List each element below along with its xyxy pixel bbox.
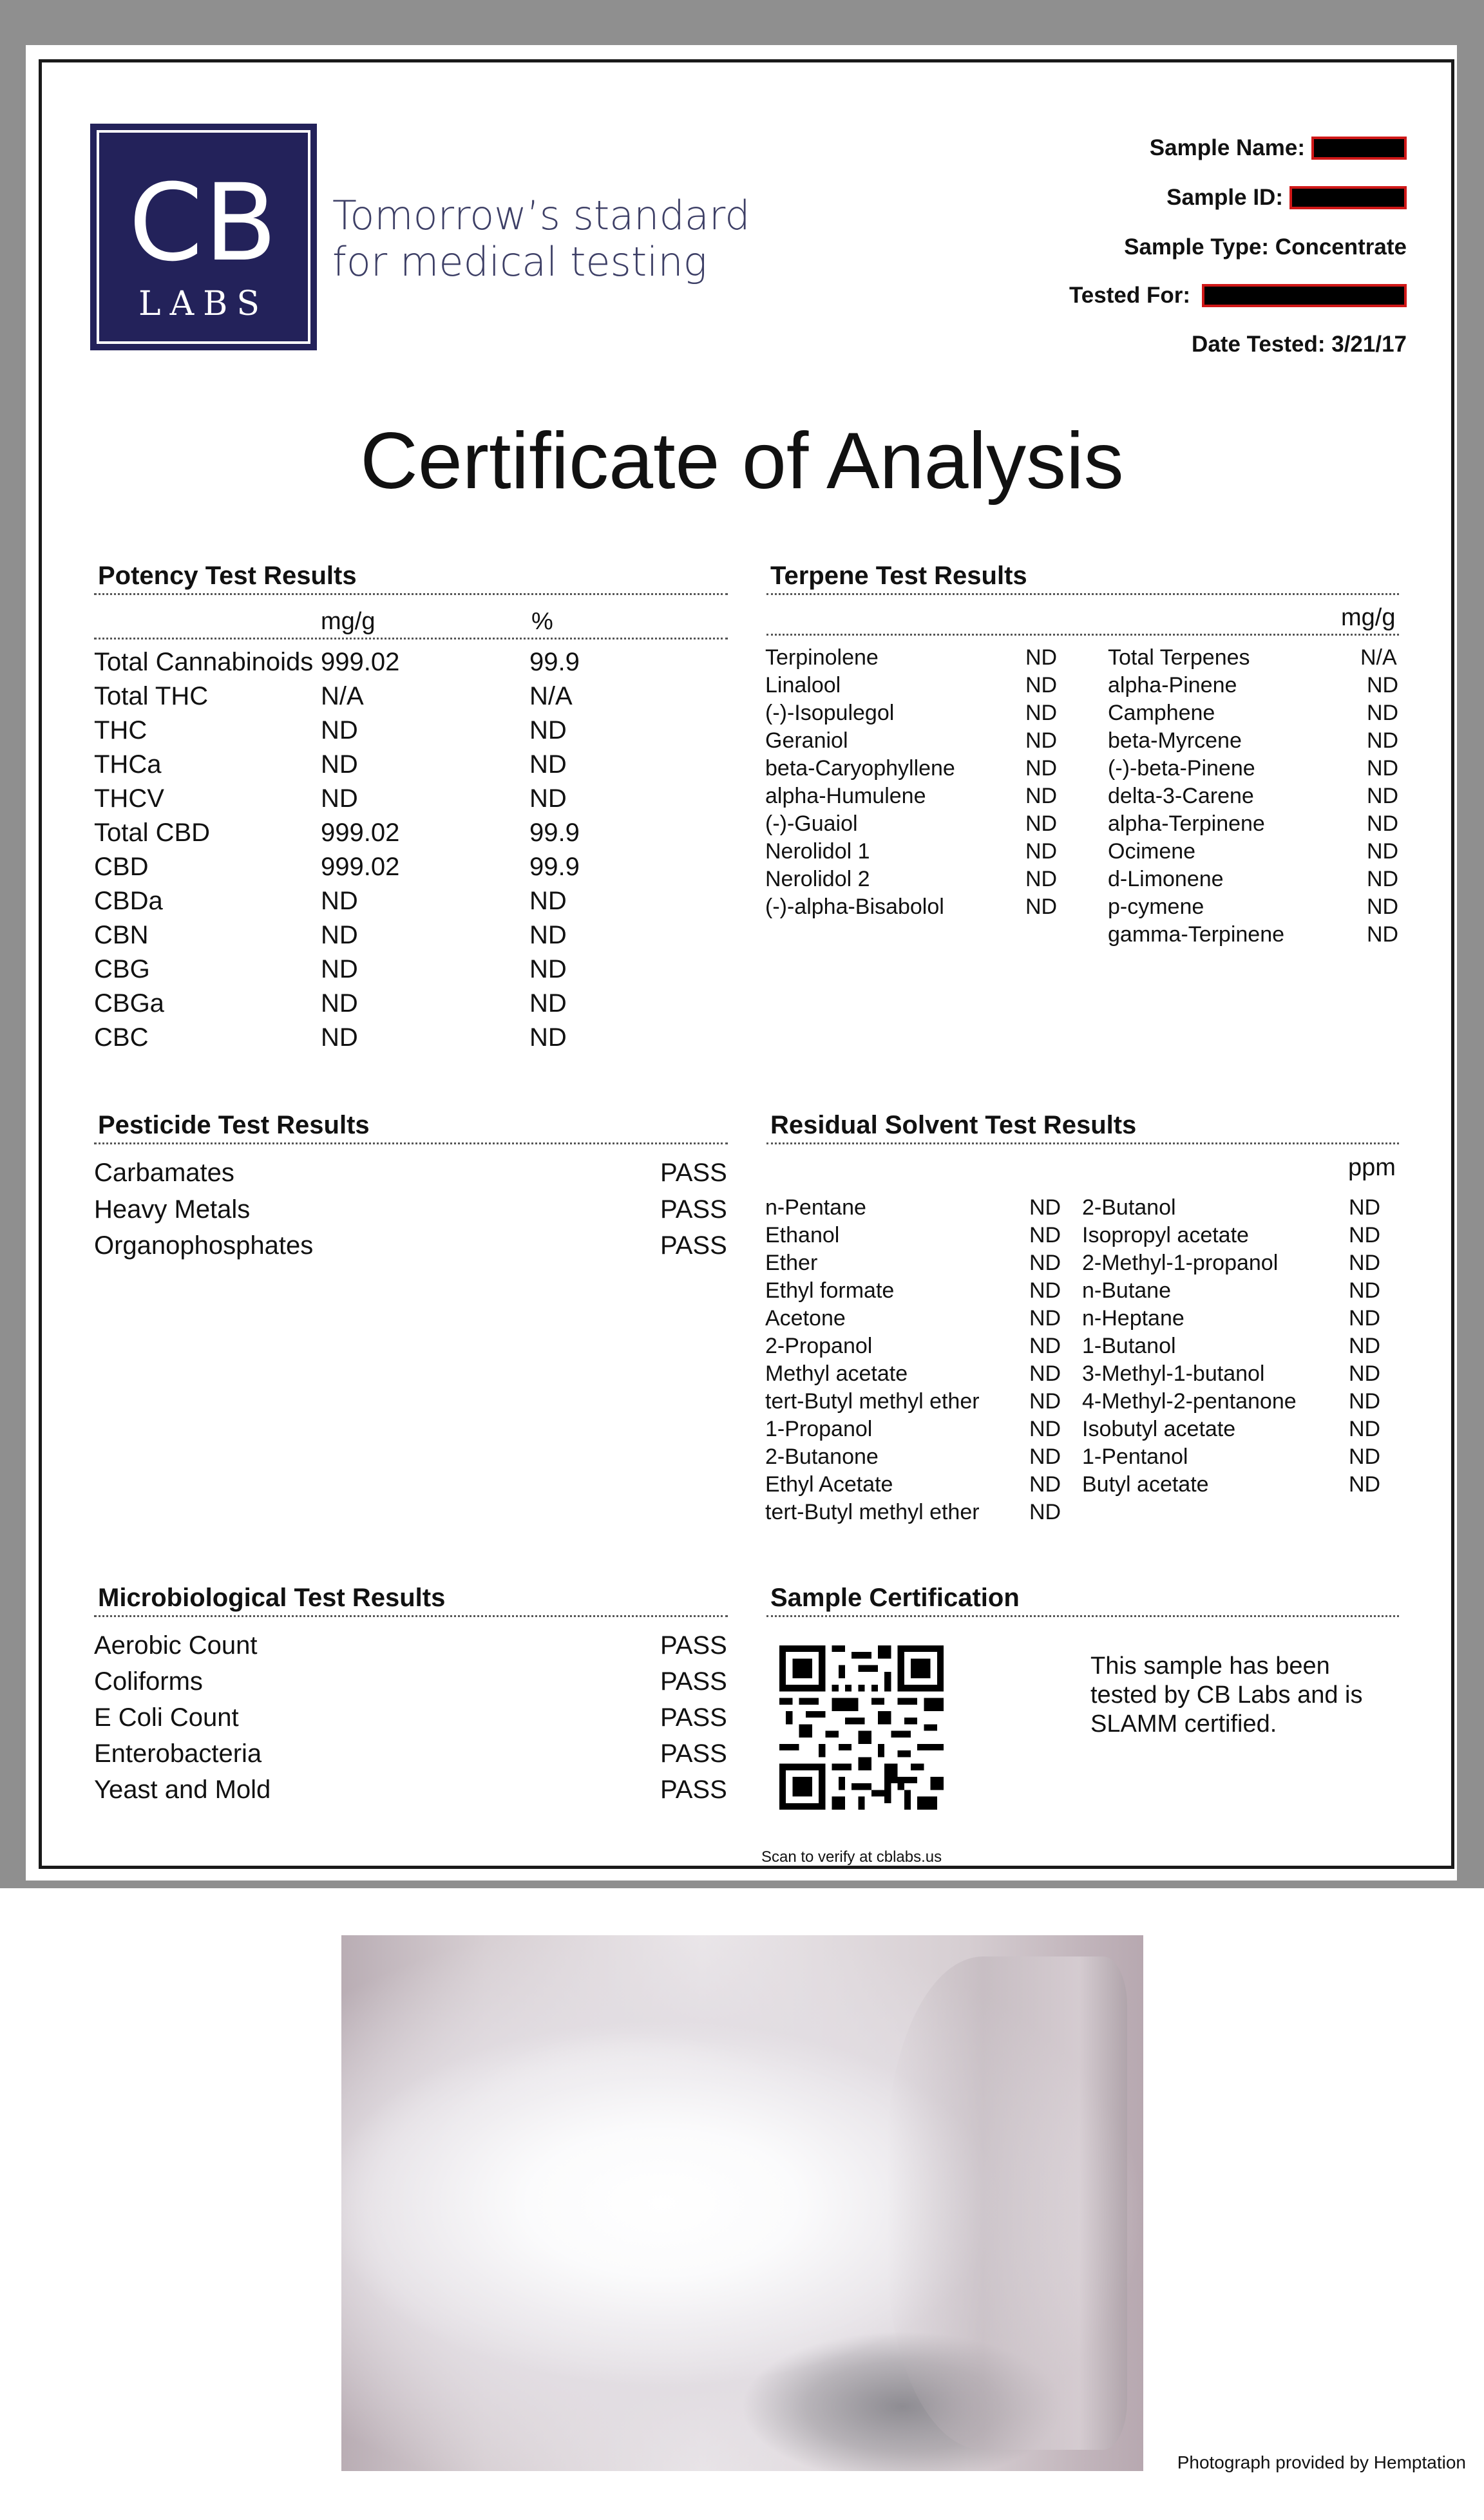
analyte-value: ND <box>1025 784 1058 808</box>
analyte-name: Total Cannabinoids <box>94 648 314 676</box>
photo-credit: Photograph provided by Hemptation <box>1177 2452 1466 2472</box>
sample-type: Sample Type: Concentrate <box>1124 234 1407 260</box>
value-mg: ND <box>321 887 358 915</box>
potency-subheader-rule <box>94 638 728 639</box>
value-mg: 999.02 <box>321 648 400 676</box>
value-mg: ND <box>321 750 358 779</box>
date-tested-row <box>1192 328 1407 361</box>
certification-line-3: SLAMM certified. <box>1090 1710 1277 1738</box>
solvent-value: ND <box>1029 1223 1061 1247</box>
solvent-value: ND <box>1349 1417 1381 1441</box>
analyte-name: CBD <box>94 853 149 881</box>
analyte-value: ND <box>1367 756 1399 781</box>
solvent-name: Isopropyl acetate <box>1082 1223 1249 1247</box>
potency-col-pct: % <box>531 608 553 635</box>
test-result: PASS <box>660 1667 727 1696</box>
solvent-heading: Residual Solvent Test Results <box>766 1111 1399 1144</box>
certification-line-2: tested by CB Labs and is <box>1090 1682 1363 1709</box>
value-mg: N/A <box>321 682 364 710</box>
solvent-value: ND <box>1029 1500 1061 1524</box>
solvent-name: Butyl acetate <box>1082 1472 1209 1497</box>
value-mg: 999.02 <box>321 853 400 881</box>
test-result: PASS <box>660 1739 727 1768</box>
analyte-value: ND <box>1025 811 1058 836</box>
logo-sub: LABS <box>138 285 269 323</box>
potency-col-mg: mg/g <box>321 608 376 635</box>
logo-mark: CB <box>128 161 279 285</box>
solvent-name: 1-Butanol <box>1082 1334 1176 1358</box>
analyte-name: CBDa <box>94 887 163 915</box>
redacted-tested-for <box>1202 284 1407 307</box>
analyte-name: CBG <box>94 955 150 983</box>
solvent-name: 4-Methyl-2-pentanone <box>1082 1389 1297 1414</box>
solvent-value: ND <box>1349 1445 1381 1469</box>
value-pct: N/A <box>529 682 573 710</box>
analyte-value: ND <box>1025 839 1058 864</box>
terpene-unit: mg/g <box>1341 604 1396 631</box>
solvent-value: ND <box>1029 1361 1061 1386</box>
analyte-value: ND <box>1367 811 1399 836</box>
value-pct: 99.9 <box>529 648 580 676</box>
terpene-heading: Terpene Test Results <box>766 562 1399 595</box>
analyte-value: ND <box>1367 701 1399 725</box>
analyte-value: ND <box>1367 922 1399 947</box>
tagline-line-1: Tomorrow’s standard <box>332 192 750 239</box>
analyte-name: Ocimene <box>1108 839 1196 864</box>
analyte-name: Total CBD <box>94 819 211 847</box>
value-pct: ND <box>529 887 567 915</box>
sample-photograph <box>341 1935 1143 2471</box>
value-pct: ND <box>529 921 567 949</box>
analyte-name: (-)-Isopulegol <box>765 701 895 725</box>
analyte-name: delta-3-Carene <box>1108 784 1254 808</box>
tested-for-row <box>1069 279 1407 312</box>
test-name: Enterobacteria <box>94 1739 262 1768</box>
solvent-value: ND <box>1029 1195 1061 1220</box>
terpene-subheader-rule <box>766 634 1399 636</box>
sample-id-label: Sample ID: <box>1166 185 1283 210</box>
analyte-value: ND <box>1025 673 1058 697</box>
solvent-value: ND <box>1349 1334 1381 1358</box>
sample-type-row <box>1124 231 1407 263</box>
analyte-name: CBC <box>94 1023 149 1052</box>
solvent-name: Ether <box>765 1251 818 1275</box>
solvent-value: ND <box>1029 1306 1061 1331</box>
scan-verify-note: Scan to verify at cblabs.us <box>761 1848 942 1866</box>
test-result: PASS <box>660 1776 727 1804</box>
analyte-name: (-)-beta-Pinene <box>1108 756 1255 781</box>
tested-for-label: Tested For: <box>1069 283 1190 308</box>
analyte-name: beta-Myrcene <box>1108 728 1242 753</box>
analyte-value: ND <box>1367 867 1399 891</box>
value-pct: 99.9 <box>529 853 580 881</box>
solvent-value: ND <box>1349 1361 1381 1386</box>
solvent-name: 1-Pentanol <box>1082 1445 1188 1469</box>
solvent-value: ND <box>1349 1389 1381 1414</box>
analyte-value: ND <box>1025 867 1058 891</box>
solvent-value: ND <box>1029 1389 1061 1414</box>
test-name: Coliforms <box>94 1667 203 1696</box>
pesticide-heading: Pesticide Test Results <box>94 1111 728 1144</box>
analyte-value: ND <box>1367 728 1399 753</box>
redacted-sample-name <box>1311 137 1407 160</box>
analyte-name: CBGa <box>94 989 164 1018</box>
value-pct: ND <box>529 955 567 983</box>
value-pct: ND <box>529 750 567 779</box>
analyte-name: Total THC <box>94 682 209 710</box>
solvent-value: ND <box>1349 1278 1381 1303</box>
analyte-name: d-Limonene <box>1108 867 1224 891</box>
test-name: Yeast and Mold <box>94 1776 271 1804</box>
certification-line-1: This sample has been <box>1090 1653 1330 1680</box>
analyte-name: Nerolidol 2 <box>765 867 870 891</box>
sample-name-row <box>1150 132 1407 164</box>
value-mg: ND <box>321 716 358 744</box>
analyte-value: ND <box>1367 784 1399 808</box>
analyte-name: THCa <box>94 750 162 779</box>
solvent-value: ND <box>1349 1306 1381 1331</box>
test-name: Heavy Metals <box>94 1195 251 1224</box>
solvent-value: ND <box>1029 1445 1061 1469</box>
value-mg: ND <box>321 989 358 1018</box>
certification-heading: Sample Certification <box>766 1584 1399 1617</box>
analyte-value: ND <box>1367 673 1399 697</box>
test-name: Carbamates <box>94 1159 234 1187</box>
solvent-value: ND <box>1029 1417 1061 1441</box>
analyte-name: p-cymene <box>1108 895 1204 919</box>
analyte-value: ND <box>1025 895 1058 919</box>
redacted-sample-id <box>1289 186 1407 209</box>
analyte-name: beta-Caryophyllene <box>765 756 955 781</box>
solvent-value: ND <box>1349 1472 1381 1497</box>
solvent-name: 2-Methyl-1-propanol <box>1082 1251 1279 1275</box>
solvent-name: n-Pentane <box>765 1195 866 1220</box>
solvent-name: n-Butane <box>1082 1278 1171 1303</box>
solvent-value: ND <box>1029 1472 1061 1497</box>
analyte-name: CBN <box>94 921 149 949</box>
tagline-line-2: for medical testing <box>332 238 707 285</box>
test-result: PASS <box>660 1703 727 1732</box>
analyte-name: gamma-Terpinene <box>1108 922 1285 947</box>
solvent-value: ND <box>1349 1251 1381 1275</box>
value-mg: ND <box>321 921 358 949</box>
sample-name-label: Sample Name: <box>1149 135 1305 160</box>
solvent-value: ND <box>1029 1334 1061 1358</box>
document-title: Certificate of Analysis <box>360 417 1124 506</box>
analyte-name: alpha-Pinene <box>1108 673 1237 697</box>
solvent-value: ND <box>1029 1278 1061 1303</box>
test-result: PASS <box>660 1159 727 1187</box>
analyte-name: Nerolidol 1 <box>765 839 870 864</box>
micro-heading: Microbiological Test Results <box>94 1584 728 1617</box>
solvent-name: Isobutyl acetate <box>1082 1417 1236 1441</box>
value-mg: ND <box>321 784 358 813</box>
solvent-name: 1-Propanol <box>765 1417 873 1441</box>
analyte-value: ND <box>1367 895 1399 919</box>
analyte-name: alpha-Humulene <box>765 784 926 808</box>
verification-qr-code-icon[interactable] <box>779 1645 944 1810</box>
solvent-value: ND <box>1349 1195 1381 1220</box>
analyte-name: THCV <box>94 784 164 813</box>
analyte-value: N/A <box>1360 645 1397 670</box>
value-mg: ND <box>321 1023 358 1052</box>
test-name: Organophosphates <box>94 1231 314 1260</box>
cb-labs-logo <box>90 124 317 350</box>
value-pct: ND <box>529 989 567 1018</box>
analyte-value: ND <box>1025 756 1058 781</box>
analyte-name: THC <box>94 716 147 744</box>
solvent-name: tert-Butyl methyl ether <box>765 1500 980 1524</box>
solvent-name: n-Heptane <box>1082 1306 1184 1331</box>
solvent-name: 2-Butanol <box>1082 1195 1176 1220</box>
solvent-name: Methyl acetate <box>765 1361 908 1386</box>
solvent-name: 2-Propanol <box>765 1334 873 1358</box>
test-result: PASS <box>660 1631 727 1660</box>
date-tested: Date Tested: 3/21/17 <box>1192 332 1407 357</box>
sample-id-row <box>1166 182 1407 214</box>
value-mg: ND <box>321 955 358 983</box>
value-pct: 99.9 <box>529 819 580 847</box>
test-result: PASS <box>660 1195 727 1224</box>
analyte-value: ND <box>1025 645 1058 670</box>
solvent-name: 2-Butanone <box>765 1445 879 1469</box>
test-name: Aerobic Count <box>94 1631 258 1660</box>
solvent-name: tert-Butyl methyl ether <box>765 1389 980 1414</box>
analyte-value: ND <box>1367 839 1399 864</box>
analyte-name: Geraniol <box>765 728 848 753</box>
analyte-value: ND <box>1025 728 1058 753</box>
value-pct: ND <box>529 1023 567 1052</box>
analyte-name: Terpinolene <box>765 645 879 670</box>
analyte-name: Linalool <box>765 673 841 697</box>
analyte-name: (-)-Guaiol <box>765 811 858 836</box>
test-name: E Coli Count <box>94 1703 239 1732</box>
solvent-value: ND <box>1029 1251 1061 1275</box>
solvent-name: Ethyl formate <box>765 1278 895 1303</box>
test-result: PASS <box>660 1231 727 1260</box>
solvent-name: 3-Methyl-1-butanol <box>1082 1361 1265 1386</box>
solvent-value: ND <box>1349 1223 1381 1247</box>
value-pct: ND <box>529 716 567 744</box>
analyte-name: Camphene <box>1108 701 1215 725</box>
solvent-name: Ethyl Acetate <box>765 1472 893 1497</box>
value-mg: 999.02 <box>321 819 400 847</box>
solvent-name: Acetone <box>765 1306 846 1331</box>
value-pct: ND <box>529 784 567 813</box>
analyte-name: (-)-alpha-Bisabolol <box>765 895 944 919</box>
analyte-name: Total Terpenes <box>1108 645 1250 670</box>
potency-heading: Potency Test Results <box>94 562 728 595</box>
solvent-name: Ethanol <box>765 1223 840 1247</box>
solvent-unit: ppm <box>1348 1154 1396 1181</box>
analyte-value: ND <box>1025 701 1058 725</box>
analyte-name: alpha-Terpinene <box>1108 811 1265 836</box>
